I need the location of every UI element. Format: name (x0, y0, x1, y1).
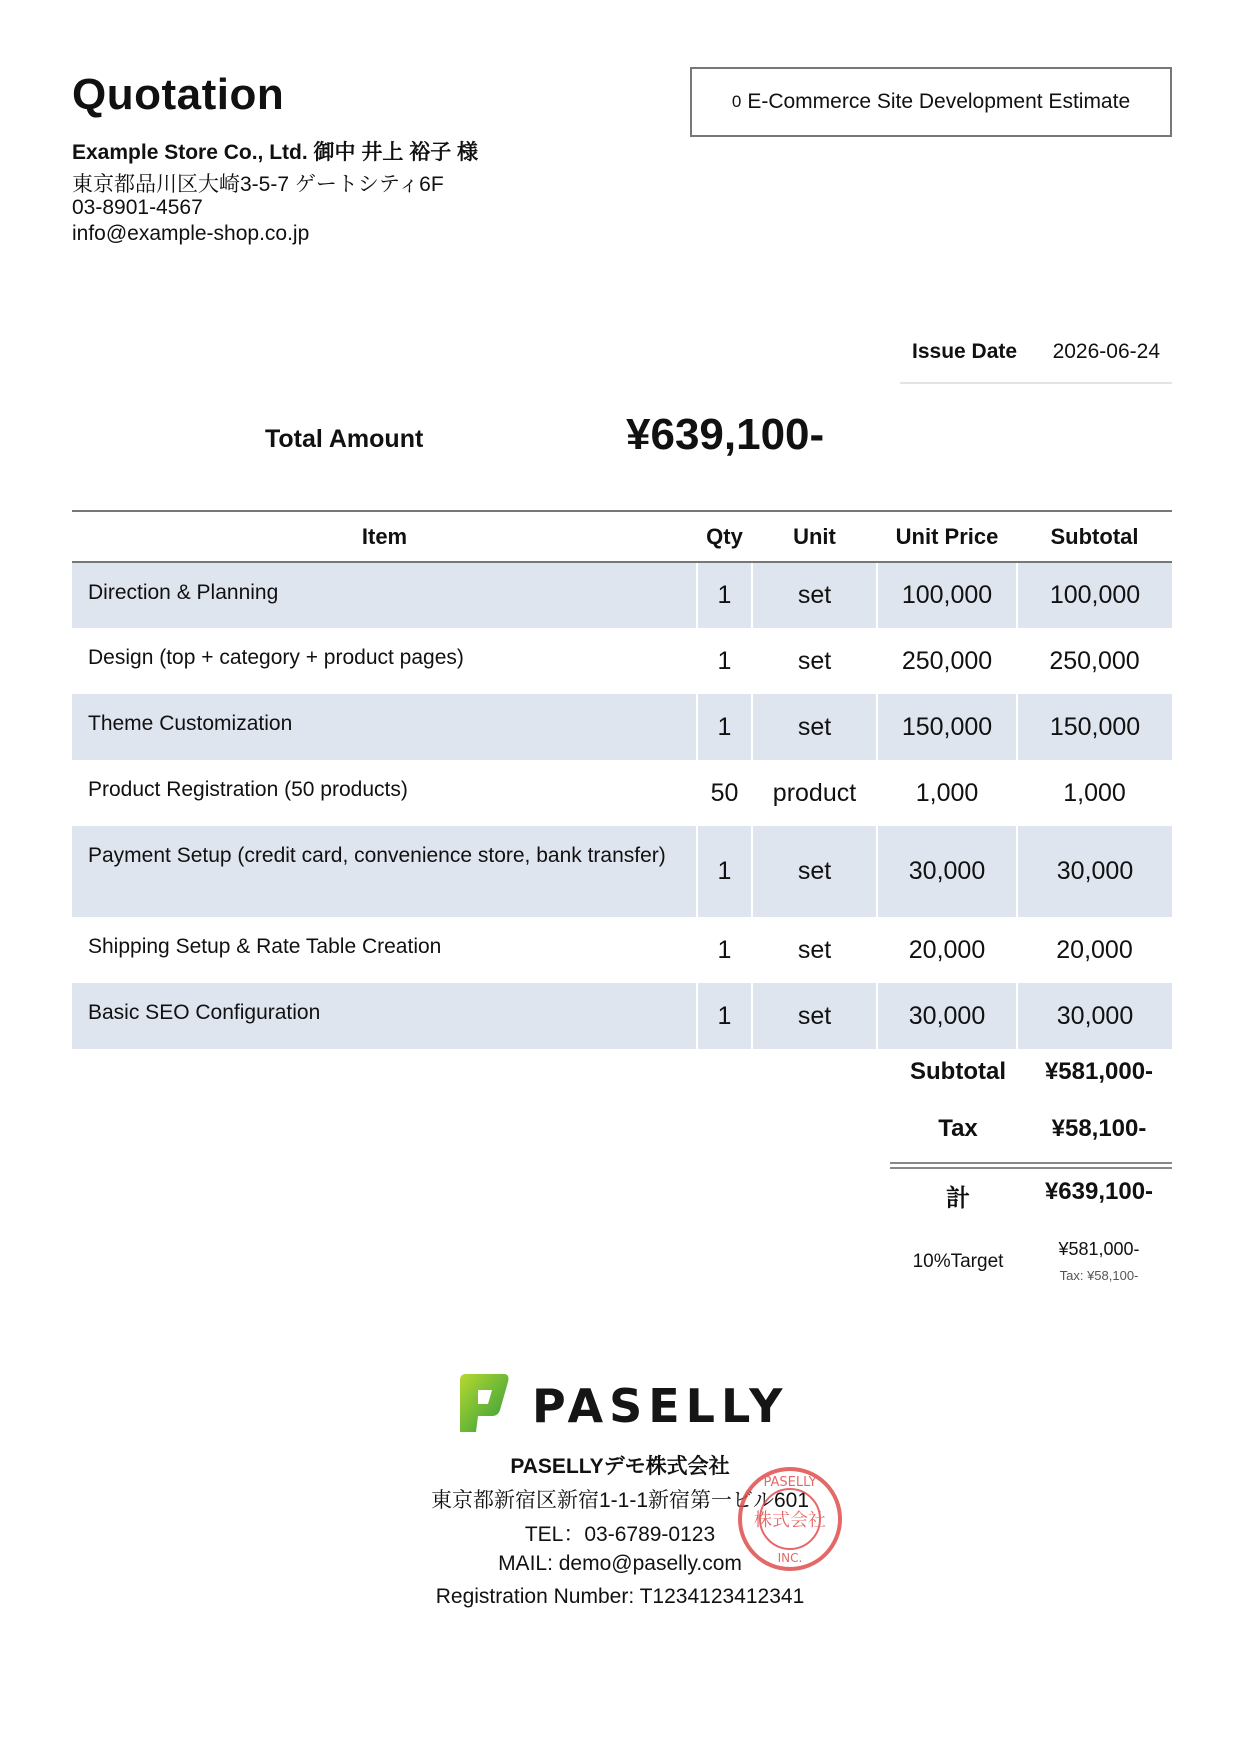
item-unit: set (752, 826, 877, 917)
header-subtotal: Subtotal (1017, 511, 1172, 562)
footer-mail: MAIL: demo@paselly.com (498, 1552, 742, 1575)
item-unit: set (752, 694, 877, 760)
logo-wordmark: PASELLY (532, 1379, 789, 1433)
summary-total-label: 計 (946, 1185, 970, 1212)
item-unit: set (797, 935, 832, 964)
table-row (72, 917, 1172, 983)
tax-target-amount: ¥581,000- (1058, 1239, 1140, 1259)
item-qty: 1 (697, 826, 752, 917)
issue-date-value: 2026-06-24 (1052, 340, 1160, 363)
header-qty: Qty (697, 511, 752, 562)
svg-text:株式会社: 株式会社 (754, 1510, 826, 1531)
table-row (72, 562, 1172, 628)
footer-address: 東京都新宿区新宿1-1-1新宿第一ビル601 (430, 1489, 810, 1512)
item-name: Theme Customization (72, 694, 697, 760)
item-unit-price: 250,000 (901, 646, 993, 675)
summary-subtotal (890, 1058, 1172, 1114)
customer-email: info@example-shop.co.jp (72, 222, 310, 245)
item-name: Design (top + category + product pages) (88, 646, 464, 669)
table-row (72, 694, 1172, 760)
item-subtotal: 100,000 (1017, 562, 1172, 628)
subject-text: E-Commerce Site Development Estimate (747, 90, 1131, 113)
header-unit: Unit (752, 511, 877, 562)
item-unit-price: 20,000 (908, 935, 986, 964)
item-qty: 1 (717, 646, 732, 675)
summary-tax-label: Tax (938, 1115, 978, 1142)
summary-total-value: ¥639,100- (1044, 1178, 1154, 1205)
svg-text:INC.: INC. (777, 1551, 803, 1565)
summary-total (890, 1178, 1172, 1234)
header-unit-price: Unit Price (877, 511, 1017, 562)
table-row (72, 826, 1172, 917)
svg-text:PASELLY: PASELLY (763, 1475, 817, 1490)
item-subtotal: 30,000 (1017, 983, 1172, 1049)
header-item: Item (72, 511, 697, 562)
footer-registration: Registration Number: T1234123412341 (435, 1585, 805, 1608)
customer-phone: 03-8901-4567 (72, 196, 203, 219)
company-seal-stamp (735, 1464, 845, 1574)
item-subtotal: 150,000 (1017, 694, 1172, 760)
summary-subtotal-label: Subtotal (910, 1058, 1006, 1085)
item-unit-price: 30,000 (877, 826, 1017, 917)
item-unit: set (752, 983, 877, 1049)
paselly-logo (456, 1372, 792, 1434)
item-unit: set (752, 562, 877, 628)
issue-date-label: Issue Date (912, 340, 1018, 363)
table-row (72, 628, 1172, 694)
item-qty: 1 (697, 983, 752, 1049)
item-name: Direction & Planning (72, 562, 697, 628)
table-header-row (72, 511, 1172, 562)
summary-tax-value: ¥58,100- (1051, 1115, 1147, 1142)
customer-address: 東京都品川区大崎3-5-7 ゲートシティ6F (72, 173, 444, 196)
logo-mark-icon (460, 1374, 509, 1432)
total-amount-label: Total Amount (265, 425, 424, 453)
table-row (72, 983, 1172, 1049)
summary-subtotal-value: ¥581,000- (1044, 1058, 1154, 1085)
item-name: Product Registration (50 products) (88, 778, 408, 801)
item-unit: set (797, 646, 832, 675)
subject-number: 0 (731, 92, 742, 111)
item-unit-price: 150,000 (877, 694, 1017, 760)
subject-box (690, 67, 1172, 137)
customer-name: Example Store Co., Ltd. 御中 井上 裕子 様 (72, 141, 479, 164)
item-unit-price: 100,000 (877, 562, 1017, 628)
items-table (72, 510, 1172, 1049)
tax-target-label: 10%Target (912, 1251, 1004, 1272)
issue-date (900, 330, 1172, 384)
item-unit-price: 30,000 (877, 983, 1017, 1049)
item-subtotal: 1,000 (1063, 778, 1126, 807)
total-divider (890, 1162, 1172, 1169)
item-unit: product (772, 778, 857, 807)
item-qty: 50 (710, 778, 739, 807)
footer-company: PASELLYデモ株式会社 (510, 1455, 730, 1478)
document-title: Quotation (72, 70, 285, 119)
tax-target-tax: Tax: ¥58,100- (1059, 1268, 1139, 1283)
total-amount-value: ¥639,100- (626, 410, 825, 459)
item-qty: 1 (697, 694, 752, 760)
table-row (72, 760, 1172, 826)
item-qty: 1 (697, 562, 752, 628)
item-name: Basic SEO Configuration (72, 983, 697, 1049)
item-subtotal: 30,000 (1017, 826, 1172, 917)
item-qty: 1 (717, 935, 732, 964)
item-name: Payment Setup (credit card, convenience store, bank transfer) (72, 826, 697, 917)
footer-tel: TEL：03-6789-0123 (524, 1523, 716, 1546)
item-unit-price: 1,000 (915, 778, 979, 807)
item-subtotal: 20,000 (1056, 935, 1133, 964)
item-subtotal: 250,000 (1049, 646, 1140, 675)
item-name: Shipping Setup & Rate Table Creation (88, 935, 442, 958)
